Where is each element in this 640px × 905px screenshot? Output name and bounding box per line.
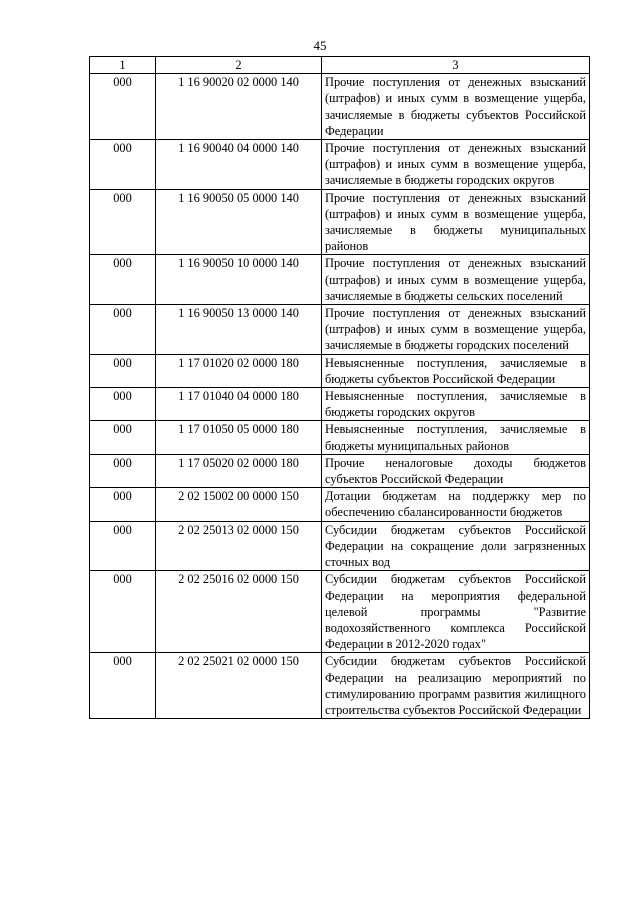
admin-code-cell: 000	[90, 305, 156, 355]
table-row	[90, 189, 590, 255]
revenue-name-cell: Невыясненные поступления, зачисляемые в бюджеты субъектов Российской Федерации	[322, 354, 590, 387]
revenue-name-cell: Субсидии бюджетам субъектов Российской Федерации на мероприятия федеральной целевой программы "Развитие водохозяйственного комплекса Российской Федерации в 2012-2020 годах"	[322, 571, 590, 653]
budget-code-cell: 1 17 05020 02 0000 180	[156, 454, 322, 487]
admin-code-cell: 000	[90, 74, 156, 140]
budget-code-cell: 1 16 90050 10 0000 140	[156, 255, 322, 305]
budget-code-cell: 2 02 25021 02 0000 150	[156, 653, 322, 719]
budget-code-cell: 1 16 90050 13 0000 140	[156, 305, 322, 355]
budget-code-cell: 2 02 25016 02 0000 150	[156, 571, 322, 653]
revenue-name-cell: Прочие поступления от денежных взысканий (штрафов) и иных сумм в возмещение ущерба, зачисляемые в бюджеты субъектов Российской Федерации	[322, 74, 590, 140]
admin-code-cell: 000	[90, 388, 156, 421]
admin-code-cell: 000	[90, 140, 156, 190]
admin-code-cell: 000	[90, 354, 156, 387]
admin-code-cell: 000	[90, 521, 156, 571]
budget-code-cell: 1 16 90020 02 0000 140	[156, 74, 322, 140]
revenue-name-cell: Прочие поступления от денежных взысканий (штрафов) и иных сумм в возмещение ущерба, зачисляемые в бюджеты городских поселений	[322, 305, 590, 355]
admin-code-cell: 000	[90, 255, 156, 305]
budget-code-cell: 1 17 01050 05 0000 180	[156, 421, 322, 454]
admin-code-cell: 000	[90, 571, 156, 653]
header-col-2: 2	[156, 57, 322, 74]
admin-code-cell: 000	[90, 653, 156, 719]
revenue-name-cell: Невыясненные поступления, зачисляемые в бюджеты городских округов	[322, 388, 590, 421]
revenue-name-cell: Прочие неналоговые доходы бюджетов субъектов Российской Федерации	[322, 454, 590, 487]
budget-code-table	[89, 56, 590, 719]
table-row	[90, 521, 590, 571]
table-row	[90, 488, 590, 521]
table-row	[90, 354, 590, 387]
table-header-row	[90, 57, 590, 74]
budget-code-cell: 2 02 15002 00 0000 150	[156, 488, 322, 521]
revenue-name-cell: Прочие поступления от денежных взысканий (штрафов) и иных сумм в возмещение ущерба, зачисляемые в бюджеты сельских поселений	[322, 255, 590, 305]
budget-code-cell: 1 16 90050 05 0000 140	[156, 189, 322, 255]
revenue-name-cell: Прочие поступления от денежных взысканий (штрафов) и иных сумм в возмещение ущерба, зачисляемые в бюджеты городских округов	[322, 140, 590, 190]
revenue-name-cell: Прочие поступления от денежных взысканий (штрафов) и иных сумм в возмещение ущерба, зачисляемые в бюджеты муниципальных районов	[322, 189, 590, 255]
table-row	[90, 140, 590, 190]
header-col-1: 1	[90, 57, 156, 74]
table-row	[90, 421, 590, 454]
table-row	[90, 388, 590, 421]
admin-code-cell: 000	[90, 189, 156, 255]
header-col-3: 3	[322, 57, 590, 74]
page-number: 45	[313, 38, 327, 53]
table-row	[90, 454, 590, 487]
admin-code-cell: 000	[90, 421, 156, 454]
revenue-name-cell: Субсидии бюджетам субъектов Российской Федерации на сокращение доли загрязненных сточных вод	[322, 521, 590, 571]
budget-code-cell: 1 17 01040 04 0000 180	[156, 388, 322, 421]
budget-code-cell: 1 17 01020 02 0000 180	[156, 354, 322, 387]
table-row	[90, 74, 590, 140]
table-row	[90, 255, 590, 305]
revenue-name-cell: Субсидии бюджетам субъектов Российской Федерации на реализацию мероприятий по стимулированию программ развития жилищного строительства субъектов Российской Федерации	[322, 653, 590, 719]
budget-code-cell: 1 16 90040 04 0000 140	[156, 140, 322, 190]
admin-code-cell: 000	[90, 488, 156, 521]
table-row	[90, 305, 590, 355]
admin-code-cell: 000	[90, 454, 156, 487]
table-row	[90, 653, 590, 719]
budget-code-cell: 2 02 25013 02 0000 150	[156, 521, 322, 571]
revenue-name-cell: Дотации бюджетам на поддержку мер по обеспечению сбалансированности бюджетов	[322, 488, 590, 521]
revenue-name-cell: Невыясненные поступления, зачисляемые в бюджеты муниципальных районов	[322, 421, 590, 454]
table-row	[90, 571, 590, 653]
